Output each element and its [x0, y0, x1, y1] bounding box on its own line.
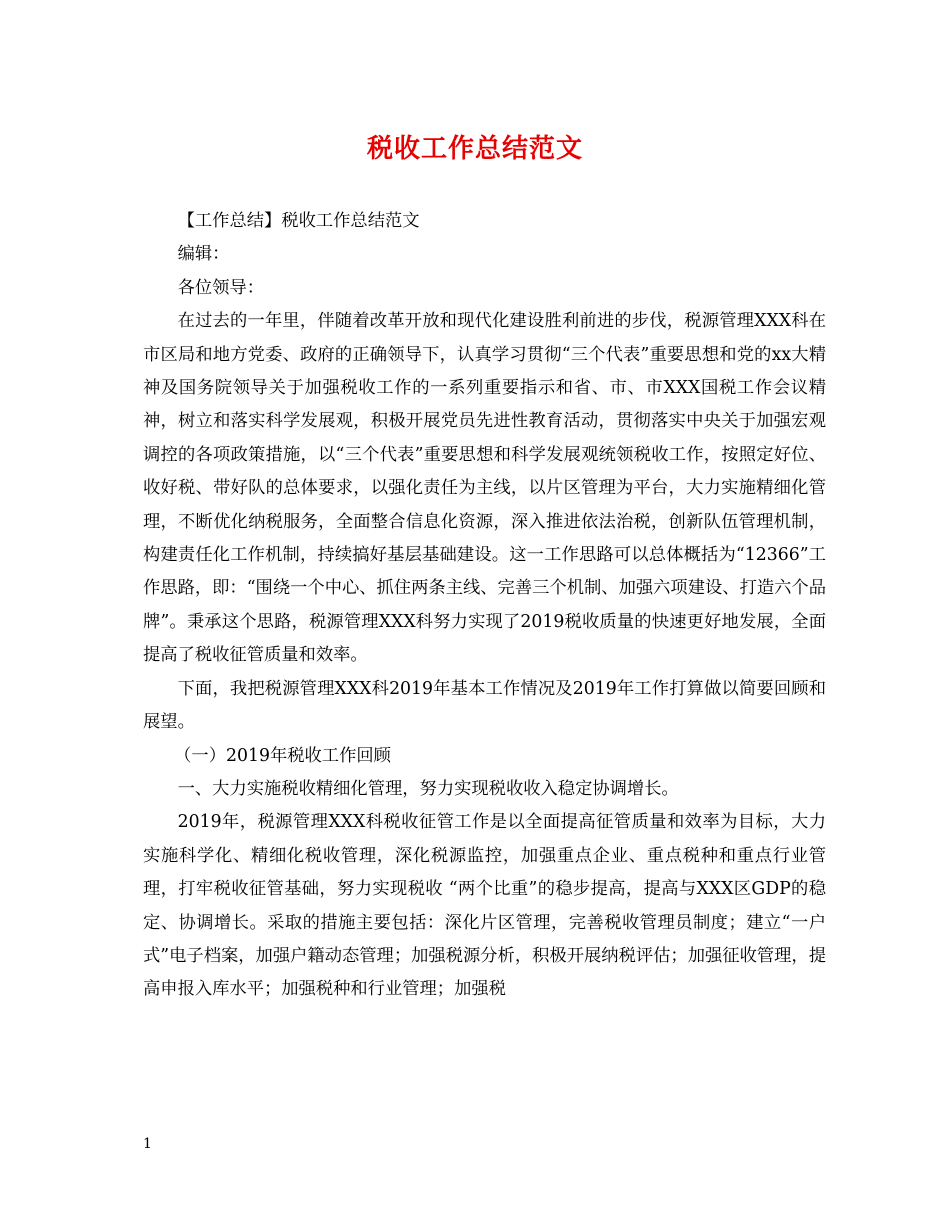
subsection-heading: 一、大力实施税收精细化管理，努力实现税收收入稳定协调增长。 — [177, 778, 679, 799]
paragraph-intro: 在过去的一年里，伴随着改革开放和现代化建设胜利前进的步伐，税源管理XXX科在市区局和地方党委、政府的正确领导下，认真学习贯彻“三个代表”重要思想和党的xx大精神及国务院领导关于加强税收工作的一系列重要指示和省、市、市XXX国税工作会议精神，树立和落实科学发展观，积极开展党员先进性教育活动，贯彻落实中央关于加强宏观调控的各项政策措施，以“三个代表”重要思想和科学发展观统领税收工作，按照定好位、收好税、带好队的总体要求，以强化责任为主线，以片区管理为平台，大力实施精细化管理，不断优化纳税服务，全面整合信息化资源，深入推进依法治税，创新队伍管理机制，构建责任化工作机制，持续搞好基层基础建设。这一工作思路可以总体概括为“12366”工作思路，即：“围绕一个中心、抓住两条主线、完善三个机制、加强六项建设、打造六个品牌”。秉承这个思路，税源管理XXX科努力实现了2019税收质量的快速更好地发展，全面提高了税收征管质量和效率。 — [143, 311, 826, 666]
paragraph-heading: 【工作总结】税收工作总结范文 — [177, 211, 420, 231]
paragraph-editor: 编辑： — [177, 244, 230, 265]
document-title: 税收工作总结范文 — [366, 134, 583, 164]
section-heading: （一）2019年税收工作回顾 — [174, 745, 391, 766]
document-body — [143, 205, 826, 1007]
paragraph-body: 2019年，税源管理XXX科税收征管工作是以全面提高征管质量和效率为目标，大力实施科学化、精细化税收管理，深化税源监控，加强重点企业、重点税种和重点行业管理，打牢税收征管基础，努力实现税收 “两个比重”的稳步提高，提高与XXX区GDP的稳定、协调增长。采取的措施主要包括：深化片区管理，完善税收管理员制度；建立“一户式”电子档案，加强户籍动态管理；加强税源分析，积极开展纳税评估；加强征收管理，提高申报入库水平；加强税种和行业管理；加强税 — [143, 812, 826, 1000]
page-number: 1 — [143, 1136, 152, 1152]
paragraph-salutation: 各位领导： — [177, 277, 265, 298]
paragraph-outline: 下面，我把税源管理XXX科2019年基本工作情况及2019年工作打算做以简要回顾和展望。 — [143, 678, 826, 733]
